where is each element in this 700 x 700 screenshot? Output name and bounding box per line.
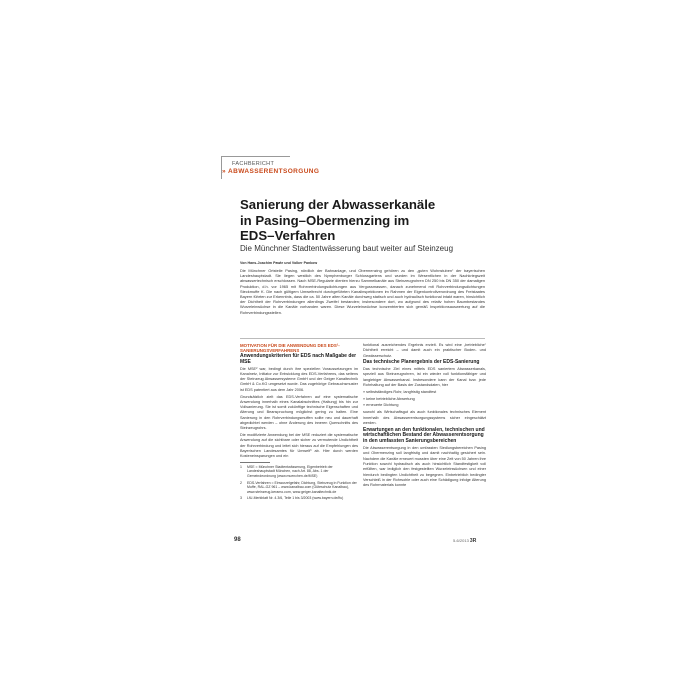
kicker-topic-label: ABWASSERENTSORGUNG [228,168,320,175]
footnote [240,496,358,501]
title-line: in Pasing–Obermenzing im [240,212,410,228]
footnote-number: 2 [240,480,242,485]
paragraph: Die Abwasserentsorgung in den umfassten Siedlungsbereichen Pasing und Obermenzing soll langfristig und damit nachhaltig gesichert sein. Nachdem die Kanäle erneuert mussten über eine Zeit von 50 Jahren ihre Funktion sowohl hydraulisch als auch hinsichtlich Standfestigkeit voll erfüllten, war lediglich den festgestellten Wurzeleinwüchsen und einer hierdurch bedingten Undichtheit zu begegnen. Einbetrieblich bedingter Verschleiß in der Rohrsohle oder auch eine Schädigung infolge Alterung des Rohrmaterials konnte [363,446,486,488]
paragraph: Die MSE² war, bedingt durch ihre speziellen Voraussetzungen im Kanalnetz, Initiator zur Entwicklung des EDS-Verfahrens, das seitens der Steinzeug Abwassersysteme GmbH und der Geiger Kanaltechnik GmbH & Co.KG umgesetzt wurde. Das zugehörige Gebrauchsmuster ist EDS patentiert aus dem Jahr 2006. [240,366,358,392]
footnote-text: LfU-Merkblatt Nr. 4.3/6, Teile 1 bis 3/2003 (www.bayern.de/lfu) [247,496,344,501]
paragraph: Die modifizierte Anwendung bei der MSE reduziert die systematische Anwendung auf die sichtbare oder sicher zu vermutende Undichtheit der Rohrverbindung und leitet sich hieraus auf die Empfehlungen des Bayerischen Landesamtes für Umwelt³ ab. Hier durch werden Kosteneinsparungen und ein [240,433,358,459]
list-item: » selbstständiges Rohr, langfristig standfest [363,389,437,394]
article-authors: Von Hans-Joachim Pawle und Volker Pankow [240,261,318,265]
kicker-topic [222,168,319,175]
title-line: Sanierung der Abwasserkanäle [240,197,436,212]
issue-number: 5-6/2013 [453,538,469,543]
left-column [240,343,358,533]
section-heading: Das technische Planergebnis der EDS-Sanierung [363,359,480,366]
lead-divider [240,338,485,339]
paragraph: Grundsätzlich zielt das EDS-Verfahren auf eine systematische Anwendung innerhalb eines Kanalabschnittes (Haltung) bis hin zur Vollsanierung. Sie ist somit zukünftige technische Eigenschaften und Alterung und Beanspruchung möglichst gering zu halten. Eine Sanierung in den Rohrverbindungsmuffen sollte neu und dauerhaft abgedichtet werden – ohne Änderung des inneren Querschnitts des Steinzeugrohrs. [240,394,358,431]
journal-logo: 3R [469,538,477,544]
chevron-right-icon: » [222,168,227,175]
paragraph: sowohl als Wirtschaftsgut als auch funktionales technisches Element innerhalb des Abwasserentsorgungssystems sicher eingeschätzt werden. [363,410,486,425]
footnote-text: MSE = Münchner Stadtentwässerung, Eigenbetrieb der Landeshauptstadt München, nach Art. 88, Abs. 1 der Gemeindeordnung (www.muenchen.de/MSE) [247,464,333,479]
list-item: » keine betriebliche Abwertung [363,396,415,401]
right-column [363,343,486,525]
footnote [240,465,358,479]
list-item: » erneuerte Dichtung [363,403,399,408]
section-heading: Anwendungskriterien für EDS nach Maßgabe der MSE [240,353,357,365]
article-lead: Die Münchner Ortsteile Pasing, nördlich der Bahnanlage, und Obermenzing gehören zu den „guten Wohnstuben“ der bayerischen Landeshauptstadt. Sie liegen westlich des Nymphenburger Schlossgartens und wurden im Wesentlichen in der Nachkriegszeit abwassertechnisch erschlossen. Nach MSE-Regularie dienten hierzu Sammelkanäle aus Steinzeugrohren DN 250 bis DN 350 der damaligen Produktion, d.h. vor 1965 mit Rohrverbindungsdichtungen aus Vergussmassen, danach zunehmend mit Rohrverbindungsdichtungen Steckmuffe K. Die nach gültigem Umweltrecht durchgeführten Kanalinspektionen im Rahmen der Eigenkontrollverordnung des Freistaates Bayern führten zur Erkenntnis, dass die ca. 50 Jahre alten Kanäle durchweg statisch und auch hydraulisch funktional intakt waren, hinsichtlich der Dichtheit der Rohrverbindungen allerdings Zweifel bestanden; insbesondere dort, wo aufgrund des relativ hohen Baumbestandes Wurzeleinwüchse in die Kanäle vorhanden waren. Diese Wurzeleinwüchse konzentrierten sich gemäß Inspektionsauswertung auf die Rohrverbindungsstellen. [240,268,485,315]
article-subtitle: Die Münchner Stadtentwässerung baut weiter auf Steinzeug [240,244,454,253]
title-line: EDS–Verfahren [240,228,336,243]
section-title: MOTIVATION FÜR DIE ANWENDUNG DES EDS¹-SANIERUNGSVERFAHRENS [240,343,340,353]
footnote [240,481,358,495]
footnote-divider [240,462,270,463]
section-heading: Erwartungen an den funktionalen, technischen und wirtschaftlichen Bestand der Abwasserentsorgung in den umfassten Sanierungsbereichen [363,426,485,445]
paragraph: funktional ausreichendes Ergebnis erzielt. Es wird eine „betriebliche“ Dichtheit erreicht – und damit auch ein praktischer Boden- und Gewässerschutz. [363,343,486,358]
issue-info [453,538,476,544]
kicker-category: FACHBERICHT [232,161,275,167]
footnote-text: EDS-Verfahren = Einwurzelgefahr, Dichtung, Steinzeug in Funktion der Muffe, RAL-GZ 961 – www.kanalbau.com (Güteschutz Kanalbau), www.steinzeug-keramo.com, www.geiger-kanaltechnik.de [247,480,357,495]
page-number: 98 [234,537,241,543]
footnote-number: 1 [240,464,242,469]
footnote-number: 3 [240,496,242,501]
article-title [240,197,480,244]
paragraph: Das technische Ziel eines mittels EDS saniertem Abwasserkanals, speziell aus Steinzeugrohren, ist ein wieder voll funktionsfähiger und langlebiger Abwasserkanal. Insbesondere kann der Kanal bzw. jede Rohrhaltung auf der Basis der Zustandsdaten, hier [363,367,486,388]
